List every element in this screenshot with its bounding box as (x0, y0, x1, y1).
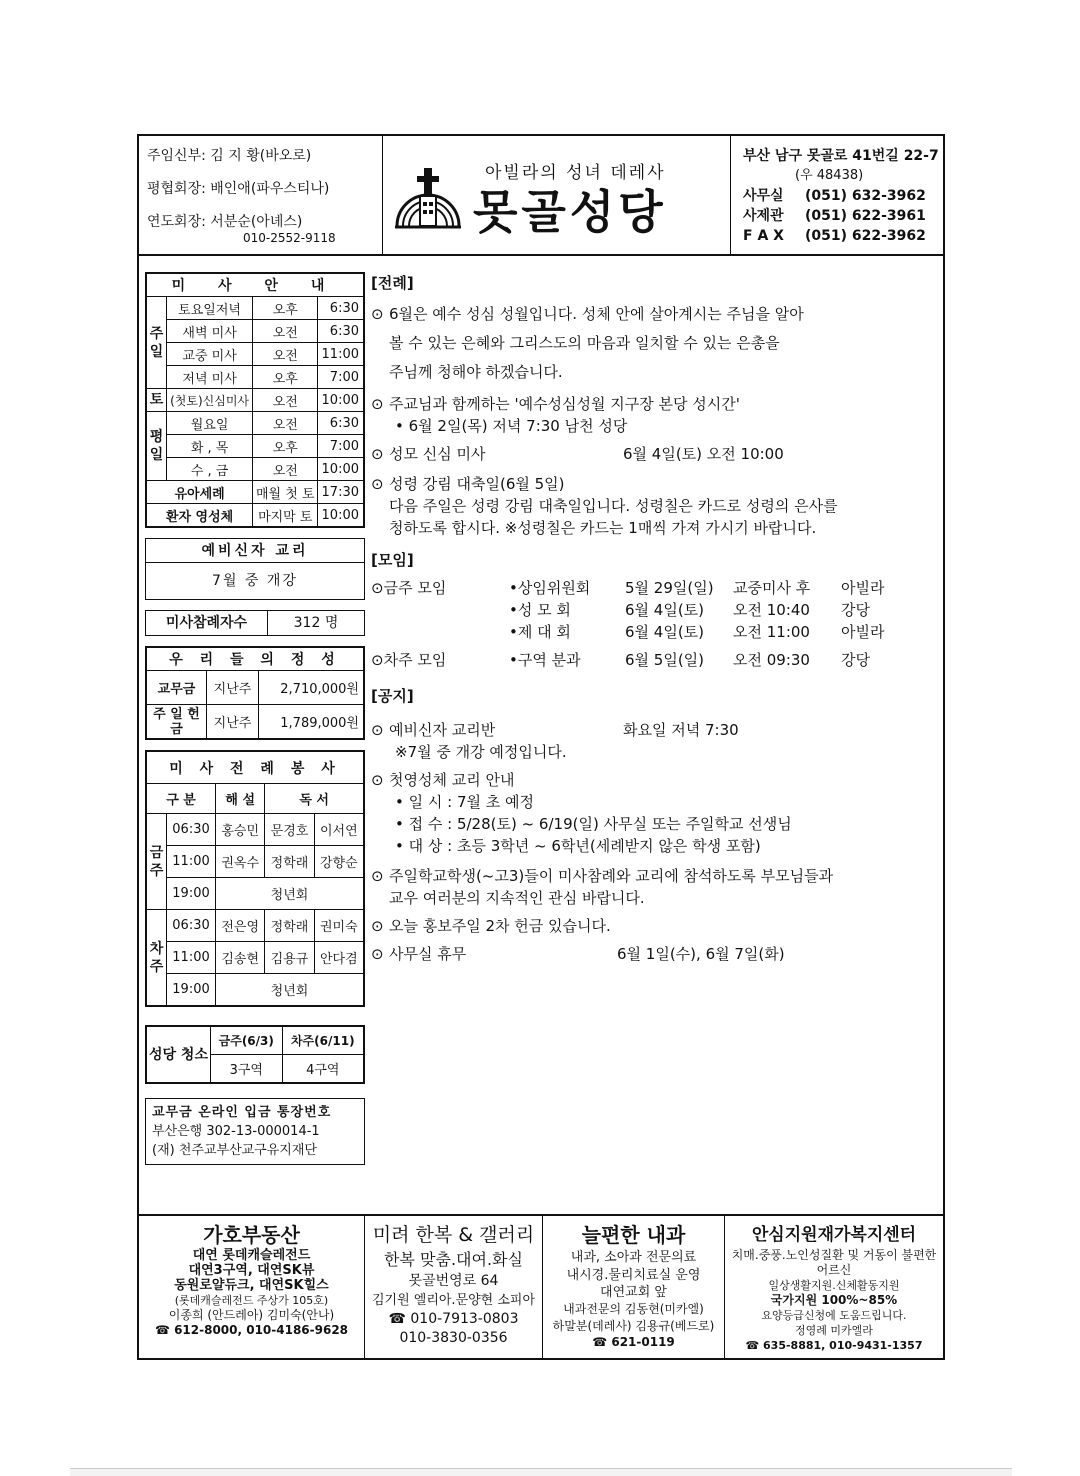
meeting-group-label: 차주 모임 (383, 651, 447, 669)
bullet-icon: ⊙ (371, 867, 384, 885)
liturgy-text: • 6월 2일(목) 저녁 7:30 남천 성당 (395, 417, 628, 435)
ad-realestate (139, 1216, 365, 1360)
church-subtitle: 아빌라의 성녀 데레사 (485, 163, 666, 183)
offering-amount: 2,710,000원 (259, 671, 364, 705)
mass-ampm: 오후 (253, 435, 318, 458)
meeting-name: •성 모 회 (509, 601, 571, 619)
offering-period: 지난주 (207, 705, 259, 739)
notice-text: • 대 상 : 초등 3학년 ~ 6학년(세례받지 않은 학생 포함) (395, 837, 761, 855)
ad-welfare-center (725, 1216, 943, 1360)
header-title (383, 136, 731, 254)
catechumen-title: 예비신자 교리 (146, 539, 364, 563)
bullet-icon: ⊙ (371, 395, 384, 413)
mass-time: 6:30 (318, 320, 364, 343)
cleaning-this-week-head: 금주(6/3) (211, 1027, 283, 1055)
offering-name: 교무금 (147, 671, 207, 705)
notices-heading: [공지] (371, 687, 414, 705)
mass-name: 월요일 (167, 412, 253, 435)
ad-line: 일상생활지원.신체활동지원 (768, 1279, 900, 1292)
ad-line: 국가지원 100%~85% (770, 1293, 898, 1307)
liturgy-text: 성모 신심 미사 (389, 445, 486, 463)
district-phone: 010-2552-9118 (243, 231, 336, 245)
ad-line: 동원로얄듀크, 대연SK힐스 (174, 1278, 329, 1293)
notice-item (371, 865, 943, 909)
ad-hanbok (365, 1216, 543, 1360)
mass-ampm: 오전 (253, 343, 318, 366)
service-header-reader: 독 서 (265, 784, 364, 814)
service-title: 미 사 전 례 봉 사 (147, 752, 364, 784)
council-president: 평협회장: 배인애(파우스티나) (147, 181, 330, 197)
ad-line: 내시경.물리치료실 운영 (566, 1268, 701, 1283)
meeting-group-label: 금주 모임 (383, 579, 447, 597)
next-week-label: 차주 (147, 910, 167, 1006)
meeting-date: 5월 29일(일) (625, 579, 714, 597)
meeting-place: 아빌라 (841, 623, 885, 641)
mass-guide-title: 미 사 안 내 (147, 274, 364, 297)
mass-time: 6:30 (318, 297, 364, 320)
service-header-category: 구 분 (147, 784, 216, 814)
office-label: 사무실 (743, 188, 784, 204)
notice-text: ※7월 중 개강 예정입니다. (395, 743, 567, 761)
meeting-time: 교중미사 후 (733, 579, 811, 597)
mass-ampm: 오전 (253, 412, 318, 435)
ad-line: 치매.중풍.노인성질환 및 거동이 불편한 어르신 (731, 1248, 937, 1277)
notice-text: • 접 수 : 5/28(토) ~ 6/19(일) 사무실 또는 주일학교 선생님 (395, 815, 792, 833)
ad-line: ☎ 010-7913-0803 (388, 1311, 519, 1327)
service-header-commentary: 해 설 (216, 784, 265, 814)
meetings-this-week (371, 577, 943, 643)
service-reader: 권미숙 (314, 910, 363, 942)
service-time: 11:00 (167, 942, 216, 974)
sunday-label: 주일 (147, 297, 167, 389)
ad-line: 대연3구역, 대연SK뷰 (188, 1263, 315, 1278)
notice-text: 화요일 저녁 7:30 (623, 721, 739, 739)
ads-row (139, 1214, 943, 1358)
mass-ampm: 오전 (253, 389, 318, 412)
ad-name: 가호부동산 (203, 1223, 300, 1247)
saturday-label: 토 (147, 389, 167, 412)
service-group: 청년회 (216, 878, 364, 910)
notice-item (371, 943, 943, 965)
meetings-next-week (371, 649, 943, 671)
liturgy-item (371, 473, 943, 539)
liturgy-text: 6월 4일(토) 오전 10:00 (623, 445, 784, 463)
account-box (145, 1098, 365, 1165)
service-commentary: 권옥수 (216, 846, 265, 878)
service-time: 06:30 (167, 814, 216, 846)
pastor: 주임신부: 김 지 황(바오로) (147, 148, 312, 164)
mass-time: 10:00 (318, 389, 364, 412)
cleaning-next-week-head: 차주(6/11) (282, 1027, 363, 1055)
offering-period: 지난주 (207, 671, 259, 705)
ad-line: 정영례 미카엘라 (795, 1324, 873, 1337)
attendance-box (145, 610, 365, 636)
mass-ampm: 오전 (253, 458, 318, 481)
liturgy-text: 볼 수 있는 은혜와 그리스도의 마음과 일치할 수 있는 은총을 (389, 334, 780, 352)
right-column (371, 268, 943, 971)
mass-guide (145, 272, 365, 528)
ad-name: 미려 한복 & 갤러리 (372, 1224, 535, 1246)
service-commentary: 김송현 (216, 942, 265, 974)
cleaning-this-week: 3구역 (211, 1055, 283, 1083)
notice-text: • 일 시 : 7월 초 예정 (395, 793, 534, 811)
liturgy-item (371, 393, 943, 437)
ad-line: 한복 맞춤.대여.화실 (384, 1250, 523, 1269)
notice-text: 사무실 휴무 (389, 945, 467, 963)
catechumen-box (145, 538, 365, 600)
attendance-label: 미사참례자수 (146, 611, 268, 635)
catechumen-value: 7월 중 개강 (212, 573, 298, 589)
cleaning-label: 성당 청소 (147, 1027, 211, 1083)
page-bottom-divider (70, 1468, 1012, 1476)
bullet-icon: ⊙ (371, 475, 384, 493)
offering-amount: 1,789,000원 (259, 705, 364, 739)
service-reader: 안다겸 (314, 942, 363, 974)
notice-text: 예비신자 교리반 (389, 721, 496, 739)
liturgy-text: 주교님과 함께하는 '예수성심성월 지구장 본당 성시간' (389, 395, 740, 413)
meeting-place: 강당 (841, 651, 870, 669)
bullet-icon: ⊙ (371, 945, 384, 963)
notice-item (371, 769, 943, 857)
fax-phone: (051) 622-3962 (805, 228, 926, 244)
meeting-name: •상임위원회 (509, 579, 591, 597)
notice-text: 오늘 홍보주일 2차 헌금 있습니다. (389, 917, 611, 935)
mass-name: 교중 미사 (167, 343, 253, 366)
ad-line: 요양등급신청에 도움드립니다. (761, 1309, 907, 1322)
office-phone: (051) 632-3962 (805, 188, 926, 204)
meeting-place: 강당 (841, 601, 870, 619)
header-contact (731, 136, 943, 254)
service-time: 19:00 (167, 878, 216, 910)
mass-name: (첫토)신심미사 (167, 389, 253, 412)
ad-line: ☎ 621-0119 (592, 1335, 675, 1349)
liturgy-text: 주님께 청해야 하겠습니다. (389, 363, 563, 381)
liturgy-text: 청하도록 합시다. ※성령칠은 카드는 1매씩 가져 가시기 바랍니다. (389, 519, 817, 537)
header (139, 136, 943, 256)
cleaning-box (145, 1025, 365, 1084)
notice-text: 교우 여러분의 지속적인 관심 바랍니다. (389, 889, 645, 907)
meeting-place: 아빌라 (841, 579, 885, 597)
church-logo-icon (393, 166, 463, 230)
liturgy-text: 성령 강림 대축일(6월 5일) (389, 475, 565, 493)
ad-name: 안심지원재가복지센터 (751, 1225, 917, 1245)
ad-line: 김기원 엘리아.문양현 소피아 (371, 1293, 536, 1308)
left-column (145, 272, 365, 1165)
mass-time: 7:00 (318, 366, 364, 389)
ad-name: 늘편한 내과 (581, 1223, 686, 1247)
offering-title: 우 리 들 의 정 성 (147, 648, 364, 671)
notice-item (371, 915, 943, 937)
bullet-icon: ⊙ (371, 445, 384, 463)
ad-line: (롯데캐슬레전드 주상가 105호) (174, 1294, 329, 1307)
ad-line: 내과, 소아과 전문의료 (570, 1250, 697, 1265)
meeting-time: 오전 11:00 (733, 623, 810, 641)
fax-label: F A X (743, 228, 784, 244)
account-bank: 부산은행 302-13-000014-1 (152, 1124, 320, 1139)
ad-line: 못골번영로 64 (408, 1273, 499, 1289)
bullet-icon: ⊙ (371, 917, 384, 935)
service-commentary: 전은영 (216, 910, 265, 942)
mass-time: 11:00 (318, 343, 364, 366)
meeting-date: 6월 4일(토) (625, 601, 705, 619)
service-time: 11:00 (167, 846, 216, 878)
meeting-name: •구역 분과 (509, 651, 581, 669)
ad-line: ☎ 612-8000, 010-4186-9628 (154, 1323, 349, 1337)
meetings-heading: [모임] (371, 551, 414, 569)
mass-name: 저녁 미사 (167, 366, 253, 389)
meeting-time: 오전 09:30 (733, 651, 810, 669)
bullet-icon: ⊙ (371, 771, 384, 789)
notice-text: 6월 1일(수), 6월 7일(화) (617, 945, 785, 963)
meeting-time: 오전 10:40 (733, 601, 810, 619)
mass-name: 토요일저녁 (167, 297, 253, 320)
mass-name: 화 , 목 (167, 435, 253, 458)
notice-text: 주일학교학생(~고3)들이 미사참례와 교리에 참석하도록 부모님들과 (389, 867, 834, 885)
mass-name: 수 , 금 (167, 458, 253, 481)
offering-name: 주 일 헌 금 (147, 705, 207, 739)
ad-line: 대연 롯데캐슬레전드 (192, 1248, 311, 1263)
service-group: 청년회 (216, 974, 364, 1006)
ad-line: 내과전문의 김동현(미카엘) (563, 1302, 704, 1316)
zip-code: (우 48438) (795, 168, 864, 183)
service-box (145, 750, 365, 1007)
infant-baptism-label: 유아세례 (147, 481, 253, 504)
this-week-label: 금주 (147, 814, 167, 910)
weekday-label: 평일 (147, 412, 167, 481)
mass-time: 7:00 (318, 435, 364, 458)
ad-clinic (543, 1216, 725, 1360)
notice-item (371, 719, 943, 763)
sick-communion-time: 10:00 (318, 504, 364, 527)
mass-ampm: 오후 (253, 297, 318, 320)
service-reader: 김용규 (265, 942, 314, 974)
service-commentary: 홍승민 (216, 814, 265, 846)
attendance-value: 312 명 (293, 615, 339, 631)
ad-line: 하말분(데레사) 김용규(베드로) (552, 1319, 715, 1333)
bullet-icon: ⊙ (371, 721, 384, 739)
service-time: 06:30 (167, 910, 216, 942)
service-reader: 이서연 (314, 814, 363, 846)
infant-baptism-when: 매월 첫 토 (253, 481, 318, 504)
service-reader: 정학래 (265, 846, 314, 878)
service-reader: 강향순 (314, 846, 363, 878)
church-name: 못골성당 (473, 185, 667, 239)
liturgy-heading: [전례] (371, 274, 414, 292)
liturgy-text: 6월은 예수 성심 성월입니다. 성체 안에 살아계시는 주님을 알아 (389, 305, 804, 323)
header-staff (139, 136, 383, 254)
ad-line: 대연교회 앞 (600, 1285, 667, 1300)
bullet-icon: ⊙ (371, 579, 384, 597)
bullet-icon: ⊙ (371, 651, 384, 669)
bulletin-frame (137, 134, 945, 1360)
ad-line: 이종희 (안드레아) 김미숙(안나) (168, 1308, 335, 1322)
liturgy-item (371, 443, 943, 465)
infant-baptism-time: 17:30 (318, 481, 364, 504)
offering-box (145, 646, 365, 740)
service-time: 19:00 (167, 974, 216, 1006)
sick-communion-when: 마지막 토 (253, 504, 318, 527)
meeting-name: •제 대 회 (509, 623, 571, 641)
liturgy-text: 다음 주일은 성령 강림 대축일입니다. 성령칠은 카드로 성령의 은사를 (389, 497, 838, 515)
rectory-label: 사제관 (743, 208, 784, 224)
service-reader: 문경호 (265, 814, 314, 846)
meeting-date: 6월 5일(일) (625, 651, 705, 669)
liturgy-item (371, 300, 943, 387)
mass-ampm: 오후 (253, 366, 318, 389)
mass-name: 새벽 미사 (167, 320, 253, 343)
bullet-icon: ⊙ (371, 305, 384, 323)
mass-time: 10:00 (318, 458, 364, 481)
address: 부산 남구 못골로 41번길 22-7 (743, 148, 939, 164)
account-holder: (재) 천주교부산교구유지재단 (152, 1143, 317, 1158)
cleaning-next-week: 4구역 (282, 1055, 363, 1083)
notice-text: 첫영성체 교리 안내 (389, 771, 515, 789)
meeting-date: 6월 4일(토) (625, 623, 705, 641)
sick-communion-label: 환자 영성체 (147, 504, 253, 527)
service-reader: 정학래 (265, 910, 314, 942)
account-title: 교무금 온라인 입금 통장번호 (152, 1105, 332, 1120)
district-president: 연도회장: 서분순(아녜스) (147, 214, 303, 230)
rectory-phone: (051) 622-3961 (805, 208, 926, 224)
ad-line: 010-3830-0356 (399, 1330, 508, 1346)
mass-time: 6:30 (318, 412, 364, 435)
mass-ampm: 오전 (253, 320, 318, 343)
ad-line: ☎ 635-8881, 010-9431-1357 (745, 1339, 923, 1352)
